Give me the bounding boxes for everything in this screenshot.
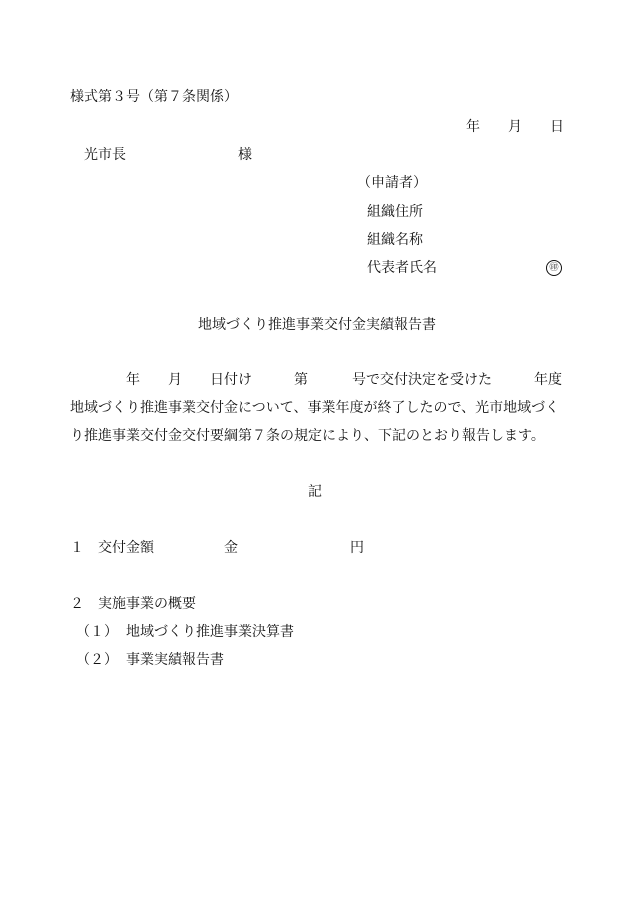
applicant-address-label: 組織住所 — [367, 204, 423, 220]
item-1-yen: 円 — [350, 540, 364, 556]
applicant-name-label: 組織名称 — [367, 232, 423, 248]
applicant-heading: （申請者） — [357, 175, 427, 191]
item-2-sub-1 — [0, 623, 630, 641]
date-year: 年 — [466, 119, 480, 135]
body-month: 月 — [168, 372, 182, 388]
item-1 — [0, 539, 630, 557]
body-year: 年 — [126, 372, 140, 388]
body-day-suffix: 日付け — [210, 372, 252, 388]
item-1-label: 交付金額 — [98, 540, 154, 556]
document-title: 地域づくり推進事業交付金実績報告書 — [198, 317, 436, 333]
seal-mark: ㊞ — [546, 260, 562, 276]
date-line — [0, 118, 630, 136]
applicant-rep-label: 代表者氏名 — [367, 260, 437, 276]
item-2-label: 実施事業の概要 — [98, 596, 196, 612]
addressee-title: 光市長 — [84, 147, 126, 163]
item-2-sub-2 — [0, 651, 630, 669]
addressee-line — [0, 146, 630, 164]
body-nendo: 年度 — [534, 372, 562, 388]
item-2-sub-2-number: （２） — [76, 652, 118, 668]
body-line-2: 地域づくり推進事業交付金について、事業年度が終了したので、光市地域づく — [70, 400, 560, 416]
addressee-honorific: 様 — [238, 147, 252, 163]
item-2-sub-1-number: （１） — [76, 624, 118, 640]
item-1-kin: 金 — [224, 540, 238, 556]
body-line-1 — [0, 371, 630, 389]
body-line-3: り推進事業交付金交付要綱第７条の規定により、下記のとおり報告します。 — [70, 428, 545, 444]
date-day: 日 — [550, 119, 564, 135]
item-2-sub-1-text: 地域づくり推進事業決算書 — [126, 624, 294, 640]
ki-heading: 記 — [308, 484, 322, 500]
item-2-number: ２ — [70, 596, 84, 612]
item-2-sub-2-text: 事業実績報告書 — [126, 652, 224, 668]
body-dai: 第 — [294, 372, 308, 388]
item-2 — [0, 595, 630, 613]
date-month: 月 — [508, 119, 522, 135]
form-number: 様式第３号（第７条関係） — [70, 89, 238, 105]
body-gou: 号で交付決定を受けた — [352, 372, 492, 388]
item-1-number: １ — [70, 540, 84, 556]
